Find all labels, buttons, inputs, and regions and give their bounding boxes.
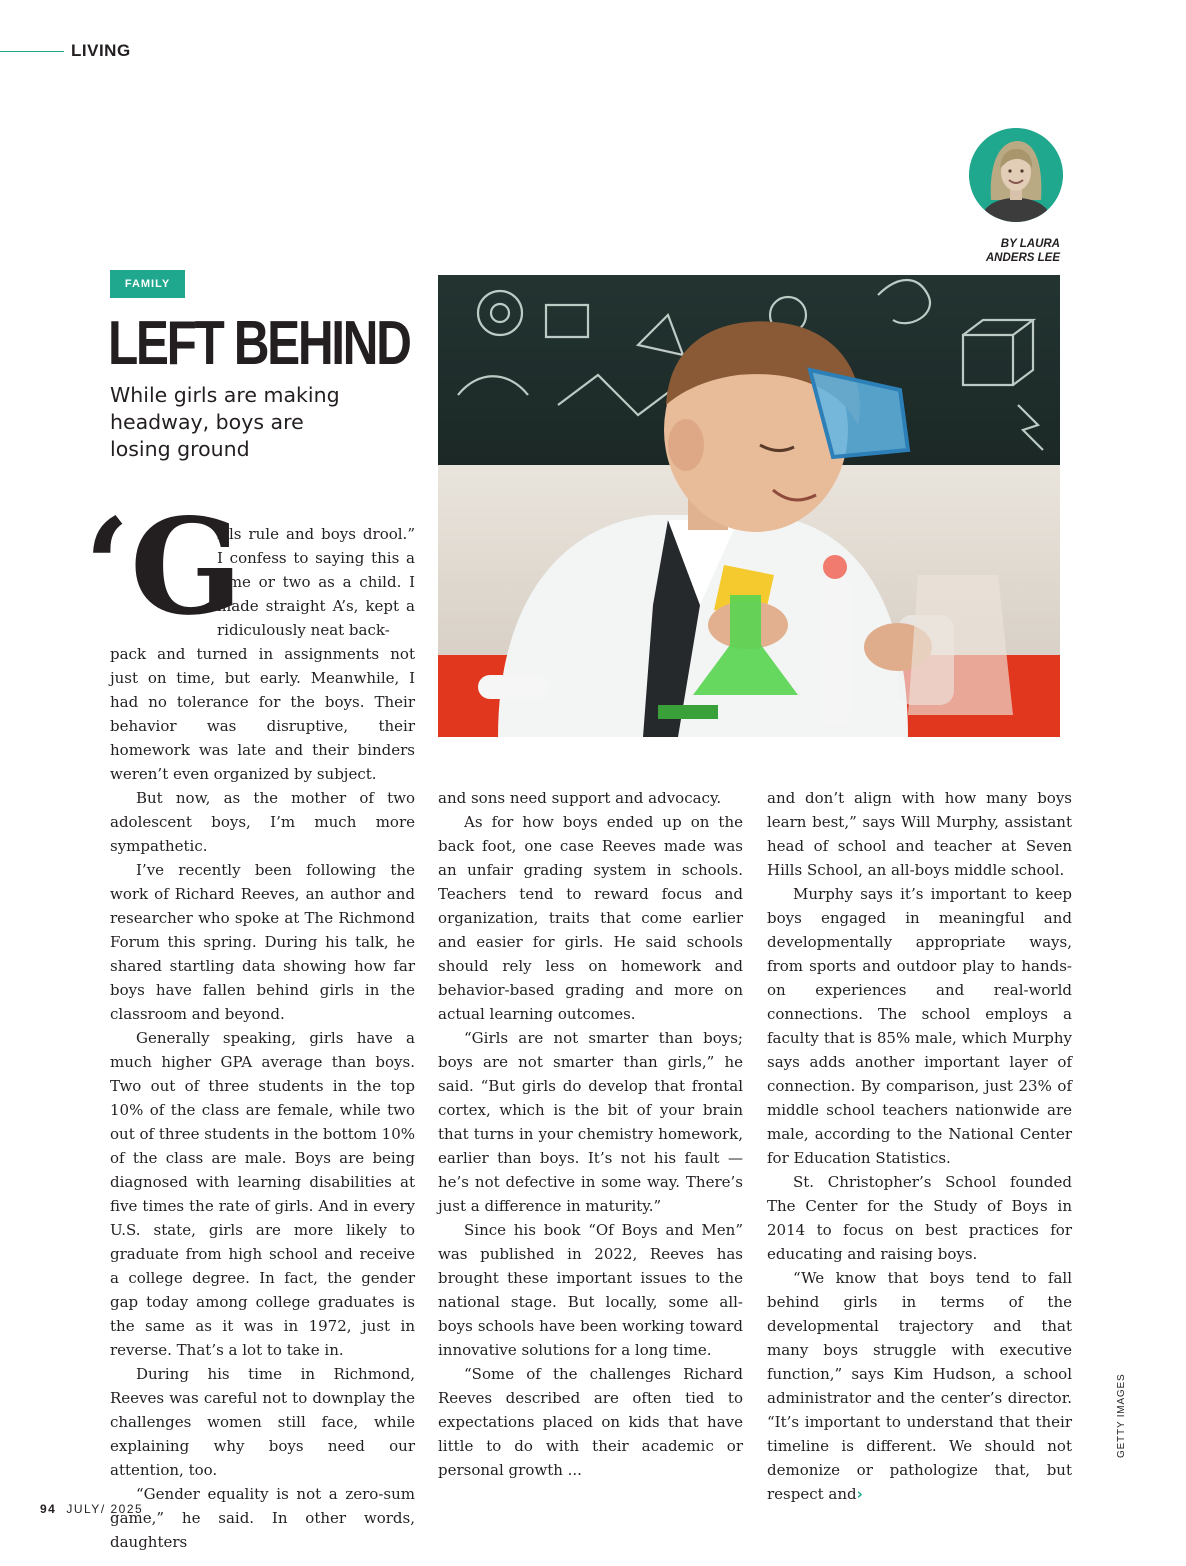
author-photo [969,128,1063,222]
hero-photo [438,275,1060,737]
paragraph: Since his book “Of Boys and Men” was published in 2022, Reeves has brought these important issues to the national stage. But locally, some all-boys schools have been working toward innovative solutions for a long time. [438,1221,743,1359]
body-column-1 [110,642,415,1554]
lead-paragraph-wrap [217,522,415,642]
body-column-3 [767,786,1072,1506]
paragraph [767,1266,1072,1506]
paragraph: St. Christopher’s School founded The Center for the Study of Boys in 2014 to focus on best practices for educating and raising boys. [767,1173,1072,1263]
paragraph: During his time in Richmond, Reeves was careful not to downplay the challenges women still face, while explaining why boys need our attention, too. [110,1365,415,1479]
category-tag: FAMILY [110,270,185,298]
paragraph: Generally speaking, girls have a much higher GPA average than boys. Two out of three students in the top 10% of the class are female, while two out of three students in the bottom 10% of the class are male. Boys are being diagnosed with learning disabilities at five times the rate of girls. And in every U.S. state, girls are more likely to graduate from high school and receive a college degree. In fact, the gender gap today among college graduates is the same as it was in 1972, just in reverse. That’s a lot to take in. [110,1029,415,1359]
page-number: 94 [40,1502,57,1516]
deck: While girls are making headway, boys are losing ground [110,383,340,461]
section-label: LIVING [71,41,131,60]
byline: BY LAURA ANDERS LEE [985,238,1060,264]
paragraph: As for how boys ended up on the back foot, one case Reeves made was an unfair grading system in schools. Teachers tend to reward focus and organization, traits that come earlier and easier for girls. He said schools should rely less on homework and behavior-based grading and more on actual learning outcomes. [438,813,743,1023]
paragraph-text: “We know that boys tend to fall behind girls in terms of the developmental trajectory and that many boys struggle with executive function,” says Kim Hudson, a school administrator and the center’s director. “It’s important to understand that their timeline is different. We should not demonize or pathologize that, but respect and [767,1269,1072,1503]
paragraph: “Some of the challenges Richard Reeves described are often tied to expectations placed on kids that have little to do with their academic or personal growth ... [438,1365,743,1479]
section-rule [0,51,64,52]
paragraph: Murphy says it’s important to keep boys engaged in meaningful and developmentally appropriate ways, from sports and outdoor play to hands-on experiences and real-world connections. The school employs a faculty that is 85% male, which Murphy says adds another important layer of connection. By comparison, just 23% of middle school teachers nationwide are male, according to the National Center for Education Statistics. [767,885,1072,1167]
headline: LEFT BEHIND [108,309,410,378]
paragraph: “Girls are not smarter than boys; boys are not smarter than girls,” he said. “But girls do develop that frontal cortex, which is the bit of your brain that turns in your chemistry homework, earlier than boys. It’s not his fault — he’s not defective in some way. There’s just a difference in maturity.” [438,1029,743,1215]
paragraph: “Gender equality is not a zero-sum game,” he said. In other words, daughters [110,1485,415,1551]
drop-cap: ‘G [84,490,243,645]
photo-credit: GETTY IMAGES [1116,1373,1127,1458]
body-column-2 [438,786,743,1482]
paragraph: and sons need support and advocacy. [438,789,722,807]
chevron-right-icon: › [856,1485,863,1503]
paragraph: pack and turned in assignments not just on time, but early. Meanwhile, I had no tolerance for the boys. Their behavior was disruptive, their homework was late and their binders weren’t even organized by subject. [110,645,415,783]
folio [40,1502,143,1516]
paragraph: But now, as the mother of two adolescent boys, I’m much more sympathetic. [110,789,415,855]
issue-date: JULY/ 2025 [66,1502,144,1516]
paragraph: and don’t align with how many boys learn best,” says Will Murphy, assistant head of school and teacher at Seven Hills School, an all-boys middle school. [767,789,1072,879]
paragraph: I’ve recently been following the work of Richard Reeves, an author and researcher who spoke at The Richmond Forum this spring. During his talk, he shared startling data showing how far boys have fallen behind girls in the classroom and beyond. [110,861,415,1023]
lead-paragraph: irls rule and boys drool.” I confess to saying this a time or two as a child. I made straight A’s, kept a ridiculously neat back- [217,525,415,639]
